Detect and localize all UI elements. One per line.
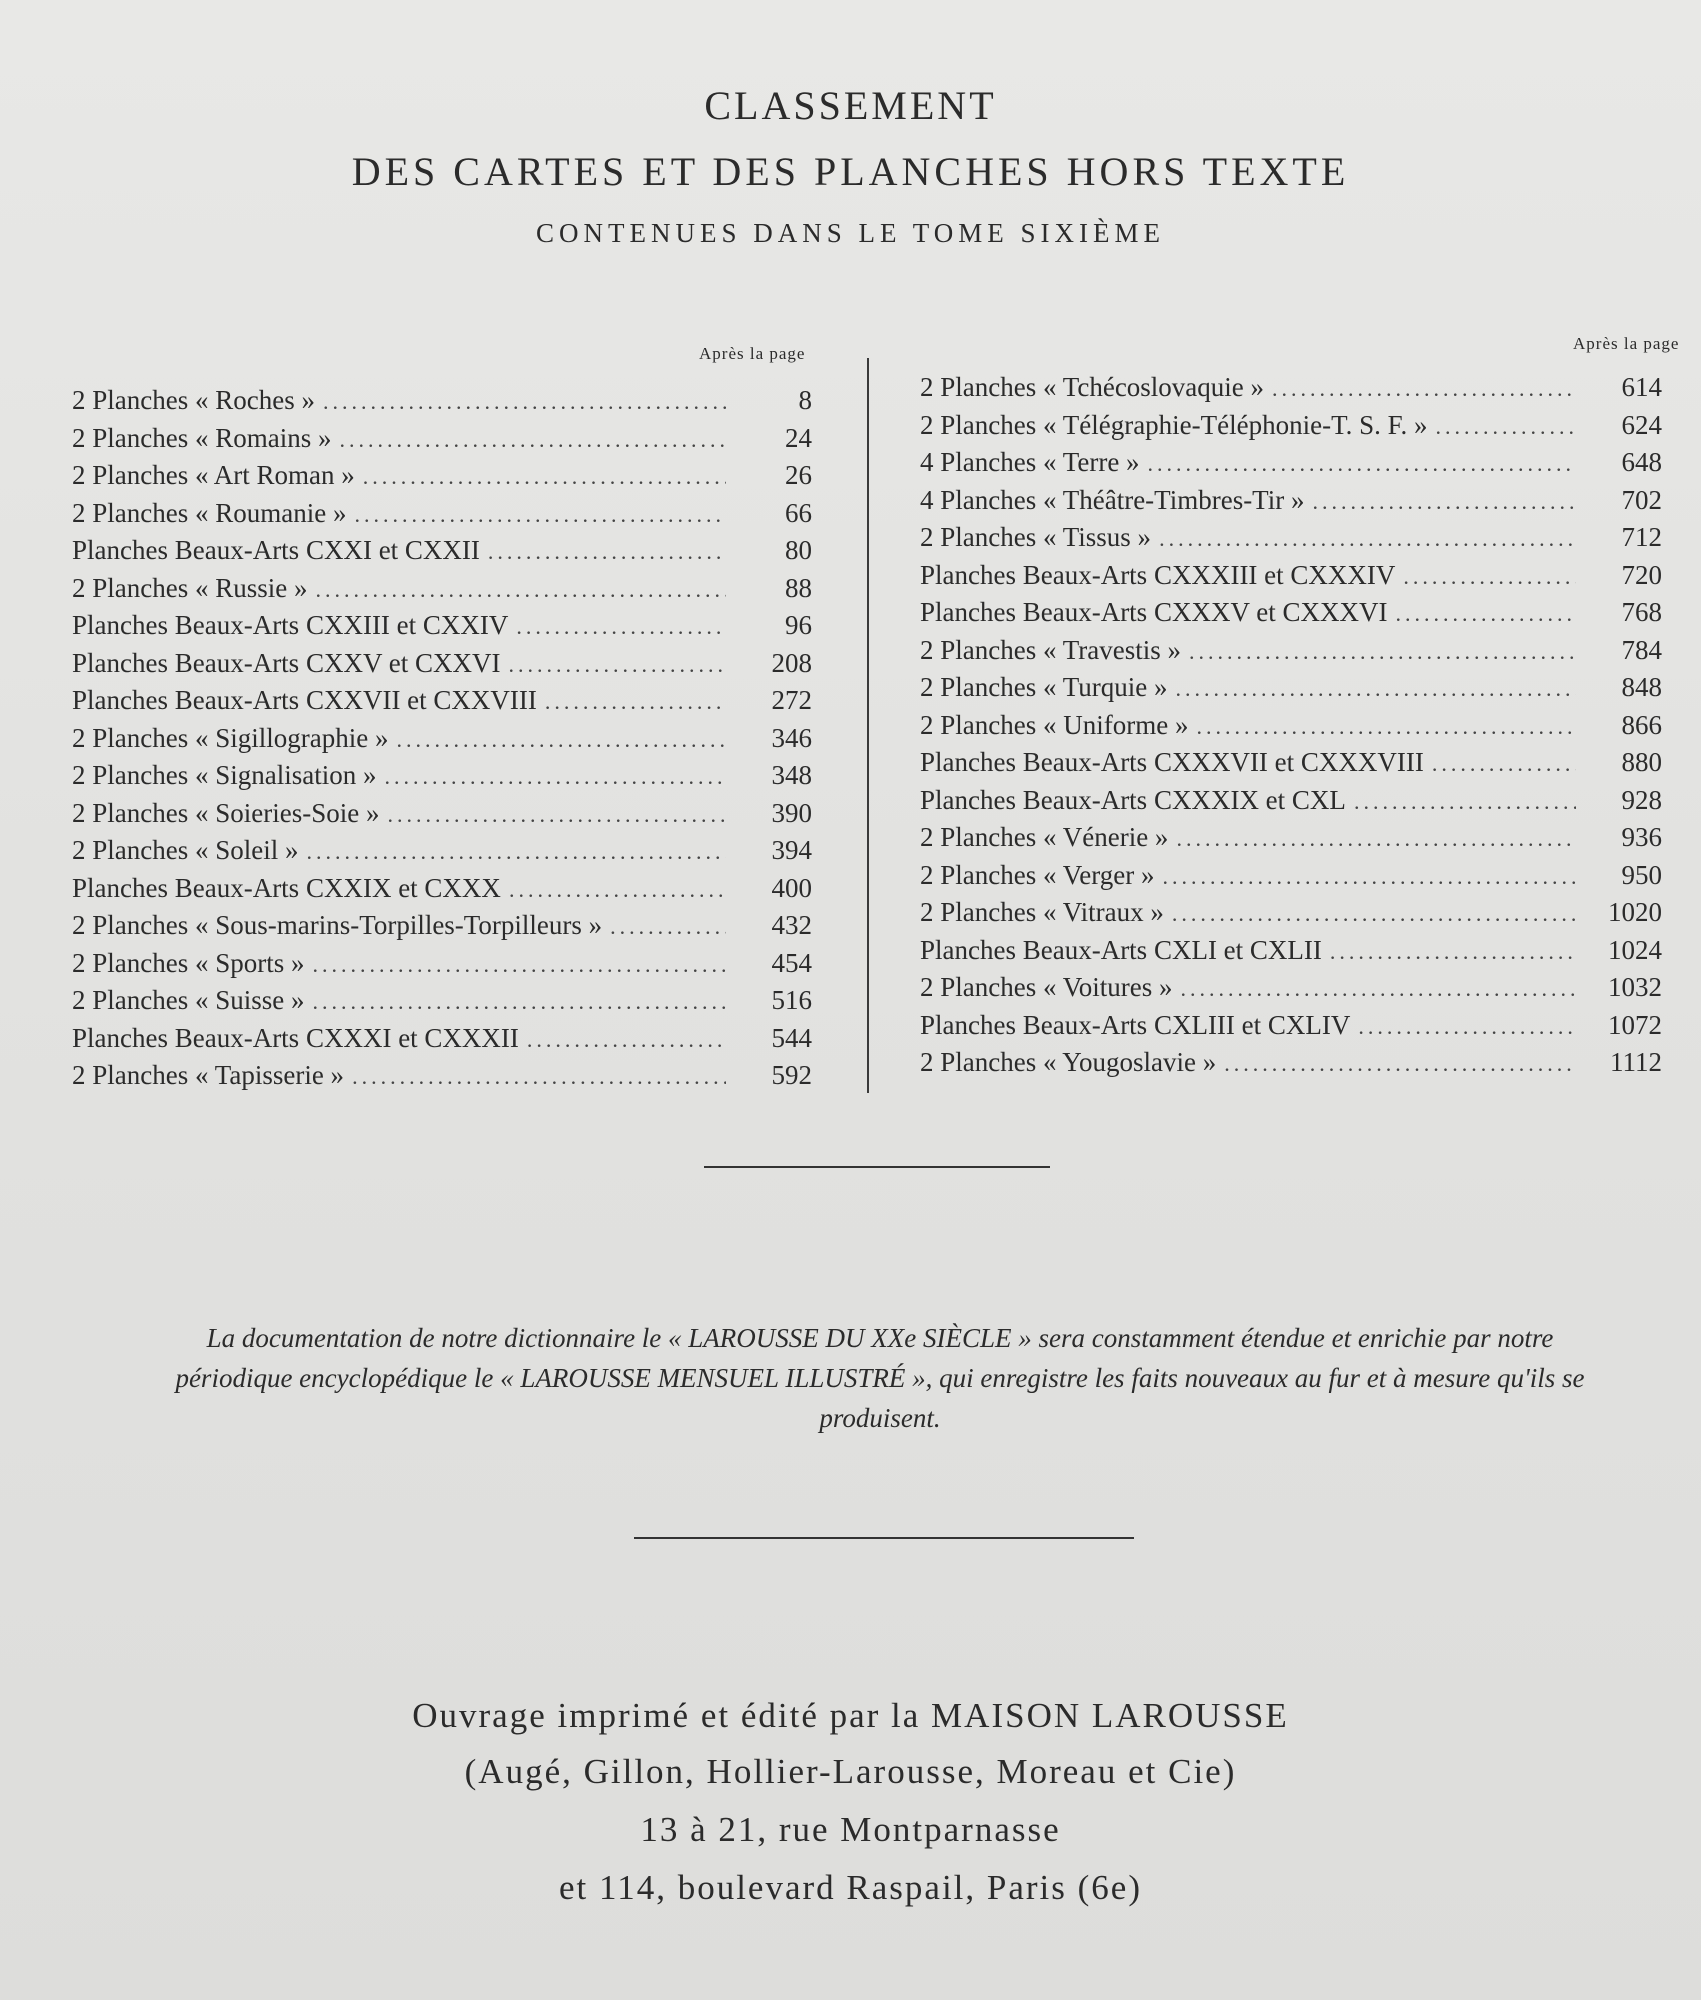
entry-label: 2 Planches « Vitraux » <box>920 897 1164 927</box>
entry-page-number: 24 <box>785 422 812 453</box>
dot-leader <box>396 727 726 753</box>
entry-label: Planches Beaux-Arts CXXXIX et CXL <box>920 784 1346 815</box>
entry-label: Planches Beaux-Arts CXXVII et CXXVIII <box>72 685 537 715</box>
dot-leader <box>516 614 726 640</box>
entry-label: 2 Planches « Roches » <box>72 385 315 415</box>
entry-label: Planches Beaux-Arts CXLIII et CXLIV <box>920 1009 1351 1040</box>
entry-page-number: 624 <box>1621 409 1662 440</box>
imprint-line-3: 13 à 21, rue Montparnasse <box>640 1810 1061 1849</box>
entry-page-number: 712 <box>1621 522 1662 552</box>
contents-entry <box>920 785 1662 823</box>
entry-label: 2 Planches « Verger » <box>920 859 1155 890</box>
contents-entry <box>72 835 812 873</box>
dot-leader <box>527 1027 726 1053</box>
contents-entry <box>72 798 812 836</box>
contents-entry <box>72 985 812 1023</box>
entry-page-number: 614 <box>1621 372 1662 402</box>
dot-leader <box>1159 526 1576 552</box>
contents-entry <box>920 522 1662 560</box>
entry-label: 2 Planches « Signalisation » <box>72 760 377 790</box>
entry-label: 2 Planches « Voitures » <box>920 972 1173 1002</box>
entry-page-number: 400 <box>771 872 812 903</box>
entry-page-number: 928 <box>1621 784 1662 815</box>
entry-label: 2 Planches « Tissus » <box>920 522 1152 552</box>
entry-page-number: 720 <box>1621 559 1662 590</box>
contents-entry <box>920 485 1662 523</box>
contents-entry <box>72 910 812 948</box>
entry-label: Planches Beaux-Arts CXXXI et CXXXII <box>72 1022 519 1053</box>
dot-leader <box>509 877 726 903</box>
entry-page-number: 1112 <box>1610 1047 1662 1077</box>
contents-entry <box>72 535 812 573</box>
dot-leader <box>339 427 726 453</box>
entry-page-number: 1020 <box>1608 897 1662 927</box>
contents-entry <box>72 610 812 648</box>
dot-leader <box>1403 564 1576 590</box>
entry-page-number: 208 <box>771 647 812 678</box>
entry-page-number: 394 <box>771 835 812 865</box>
contents-entry <box>72 498 812 536</box>
contents-entry <box>920 597 1662 635</box>
entry-label: Planches Beaux-Arts CXXXIII et CXXXIV <box>920 559 1396 590</box>
contents-entry <box>920 410 1662 448</box>
entry-page-number: 544 <box>771 1022 812 1053</box>
dot-leader <box>316 577 727 603</box>
entry-label: 4 Planches « Terre » <box>920 447 1140 477</box>
contents-entry <box>72 760 812 798</box>
dot-leader <box>1176 676 1576 702</box>
dot-leader <box>354 502 726 528</box>
entry-page-number: 950 <box>1621 859 1662 890</box>
entry-page-number: 80 <box>785 535 812 565</box>
dot-leader <box>363 464 726 490</box>
contents-entry <box>920 822 1662 860</box>
entry-page-number: 88 <box>785 572 812 603</box>
contents-entry <box>920 447 1662 485</box>
entry-label: Planches Beaux-Arts CXXXVII et CXXXVIII <box>920 747 1424 777</box>
dot-leader <box>488 539 726 565</box>
dot-leader <box>1176 826 1576 852</box>
entry-page-number: 848 <box>1621 672 1662 702</box>
dot-leader <box>1148 451 1576 477</box>
entry-label: 2 Planches « Suisse » <box>72 985 305 1015</box>
contents-entry <box>72 1023 812 1061</box>
column-divider <box>867 358 869 1093</box>
entry-page-number: 880 <box>1621 747 1662 777</box>
dot-leader <box>313 989 727 1015</box>
dot-leader <box>352 1064 726 1090</box>
dot-leader <box>1354 789 1576 815</box>
contents-entry <box>72 573 812 611</box>
contents-entry <box>72 723 812 761</box>
contents-entry <box>920 672 1662 710</box>
entry-label: 2 Planches « Soieries-Soie » <box>72 797 380 828</box>
contents-entry <box>72 423 812 461</box>
dot-leader <box>384 764 726 790</box>
entry-page-number: 8 <box>798 385 812 415</box>
dot-leader <box>1272 376 1576 402</box>
contents-entry <box>72 1060 812 1098</box>
contents-entry <box>72 873 812 911</box>
entry-page-number: 348 <box>771 760 812 790</box>
entry-page-number: 1072 <box>1608 1009 1662 1040</box>
contents-entry <box>920 860 1662 898</box>
dot-leader <box>1162 864 1576 890</box>
entry-page-number: 866 <box>1621 709 1662 740</box>
entry-label: 2 Planches « Travestis » <box>920 634 1182 665</box>
entry-label: 2 Planches « Vénerie » <box>920 822 1169 852</box>
dot-leader <box>387 802 726 828</box>
entry-label: Planches Beaux-Arts CXXXV et CXXXVI <box>920 597 1388 627</box>
contents-entry <box>72 948 812 986</box>
entry-page-number: 346 <box>771 722 812 753</box>
entry-page-number: 454 <box>771 947 812 978</box>
dot-leader <box>1224 1051 1576 1077</box>
dot-leader <box>323 389 726 415</box>
entry-page-number: 516 <box>771 985 812 1015</box>
title-line-2: DES CARTES ET DES PLANCHES HORS TEXTE <box>351 149 1350 194</box>
contents-entry <box>920 710 1662 748</box>
contents-entry <box>72 385 812 423</box>
entry-label: Planches Beaux-Arts CXXV et CXXVI <box>72 647 501 678</box>
imprint-line-4: et 114, boulevard Raspail, Paris (6e) <box>559 1868 1142 1907</box>
title-line-1: CLASSEMENT <box>704 83 997 128</box>
entry-label: 4 Planches « Théâtre-Timbres-Tir » <box>920 484 1305 515</box>
entry-label: 2 Planches « Roumanie » <box>72 497 347 528</box>
dot-leader <box>1395 601 1576 627</box>
entry-page-number: 784 <box>1621 634 1662 665</box>
title-line-3: CONTENUES DANS LE TOME SIXIÈME <box>536 218 1165 248</box>
dot-leader <box>1172 901 1576 927</box>
entry-label: 2 Planches « Sigillographie » <box>72 722 389 753</box>
contents-entry <box>920 560 1662 598</box>
contents-entry <box>920 747 1662 785</box>
entry-label: Planches Beaux-Arts CXLI et CXLII <box>920 934 1322 965</box>
contents-entry <box>72 685 812 723</box>
imprint-line-1: Ouvrage imprimé et édité par la MAISON LAROUSSE <box>412 1696 1289 1735</box>
dot-leader <box>1435 414 1576 440</box>
dot-leader <box>1181 976 1577 1002</box>
dot-leader <box>1432 751 1576 777</box>
entry-page-number: 390 <box>771 797 812 828</box>
contents-entry <box>72 648 812 686</box>
entry-page-number: 272 <box>771 685 812 715</box>
right-column-header: Après la page <box>1573 334 1680 353</box>
dot-leader <box>1330 939 1576 965</box>
contents-entry <box>920 635 1662 673</box>
dot-leader <box>1196 714 1576 740</box>
contents-entry <box>920 1010 1662 1048</box>
entry-page-number: 26 <box>785 460 812 490</box>
entry-label: 2 Planches « Turquie » <box>920 672 1168 702</box>
separator-rule-2 <box>634 1537 1134 1539</box>
entry-label: 2 Planches « Soleil » <box>72 835 299 865</box>
left-column-header: Après la page <box>699 344 806 363</box>
contents-entry <box>920 1047 1662 1085</box>
left-contents-list <box>72 385 812 1098</box>
entry-page-number: 1024 <box>1608 934 1662 965</box>
entry-label: 2 Planches « Art Roman » <box>72 460 355 490</box>
dot-leader <box>508 652 726 678</box>
entry-label: 2 Planches « Uniforme » <box>920 709 1189 740</box>
entry-page-number: 702 <box>1621 484 1662 515</box>
entry-label: Planches Beaux-Arts CXXIII et CXXIV <box>72 610 509 640</box>
contents-entry <box>920 972 1662 1010</box>
dot-leader <box>1312 489 1576 515</box>
entry-page-number: 432 <box>771 910 812 940</box>
entry-label: 2 Planches « Romains » <box>72 422 332 453</box>
entry-label: 2 Planches « Yougoslavie » <box>920 1047 1217 1077</box>
right-contents-list <box>920 372 1662 1085</box>
separator-rule-1 <box>704 1166 1050 1168</box>
entry-label: Planches Beaux-Arts CXXI et CXXII <box>72 535 480 565</box>
entry-page-number: 66 <box>785 497 812 528</box>
entry-page-number: 936 <box>1621 822 1662 852</box>
entry-label: 2 Planches « Russie » <box>72 572 308 603</box>
entry-page-number: 768 <box>1621 597 1662 627</box>
entry-label: 2 Planches « Tapisserie » <box>72 1060 345 1090</box>
dot-leader <box>1189 639 1576 665</box>
dot-leader <box>545 689 726 715</box>
dot-leader <box>313 952 727 978</box>
entry-page-number: 1032 <box>1608 972 1662 1002</box>
imprint-line-2: (Augé, Gillon, Hollier-Larousse, Moreau et Cie) <box>464 1752 1237 1791</box>
entry-page-number: 96 <box>785 610 812 640</box>
entry-label: Planches Beaux-Arts CXXIX et CXXX <box>72 872 501 903</box>
contents-entry <box>920 935 1662 973</box>
dot-leader <box>1358 1014 1576 1040</box>
contents-entry <box>920 897 1662 935</box>
contents-entry <box>920 372 1662 410</box>
entry-label: 2 Planches « Télégraphie-Téléphonie-T. S. F. » <box>920 409 1428 440</box>
dot-leader <box>610 914 726 940</box>
entry-label: 2 Planches « Sous-marins-Torpilles-Torpilleurs » <box>72 910 603 940</box>
entry-label: 2 Planches « Sports » <box>72 947 305 978</box>
entry-label: 2 Planches « Tchécoslovaquie » <box>920 372 1265 402</box>
documentation-note: La documentation de notre dictionnaire le « LAROUSSE DU XXe SIÈCLE » sera constamment étendue et enrichie par notre périodique encyclopédique le « LAROUSSE MENSUEL ILLUSTRÉ », qui enregistre les faits nouveaux au fur et à mesure qu'ils se produisent. <box>175 1323 1585 1433</box>
entry-page-number: 648 <box>1621 447 1662 477</box>
dot-leader <box>306 839 726 865</box>
entry-page-number: 592 <box>771 1060 812 1090</box>
contents-entry <box>72 460 812 498</box>
